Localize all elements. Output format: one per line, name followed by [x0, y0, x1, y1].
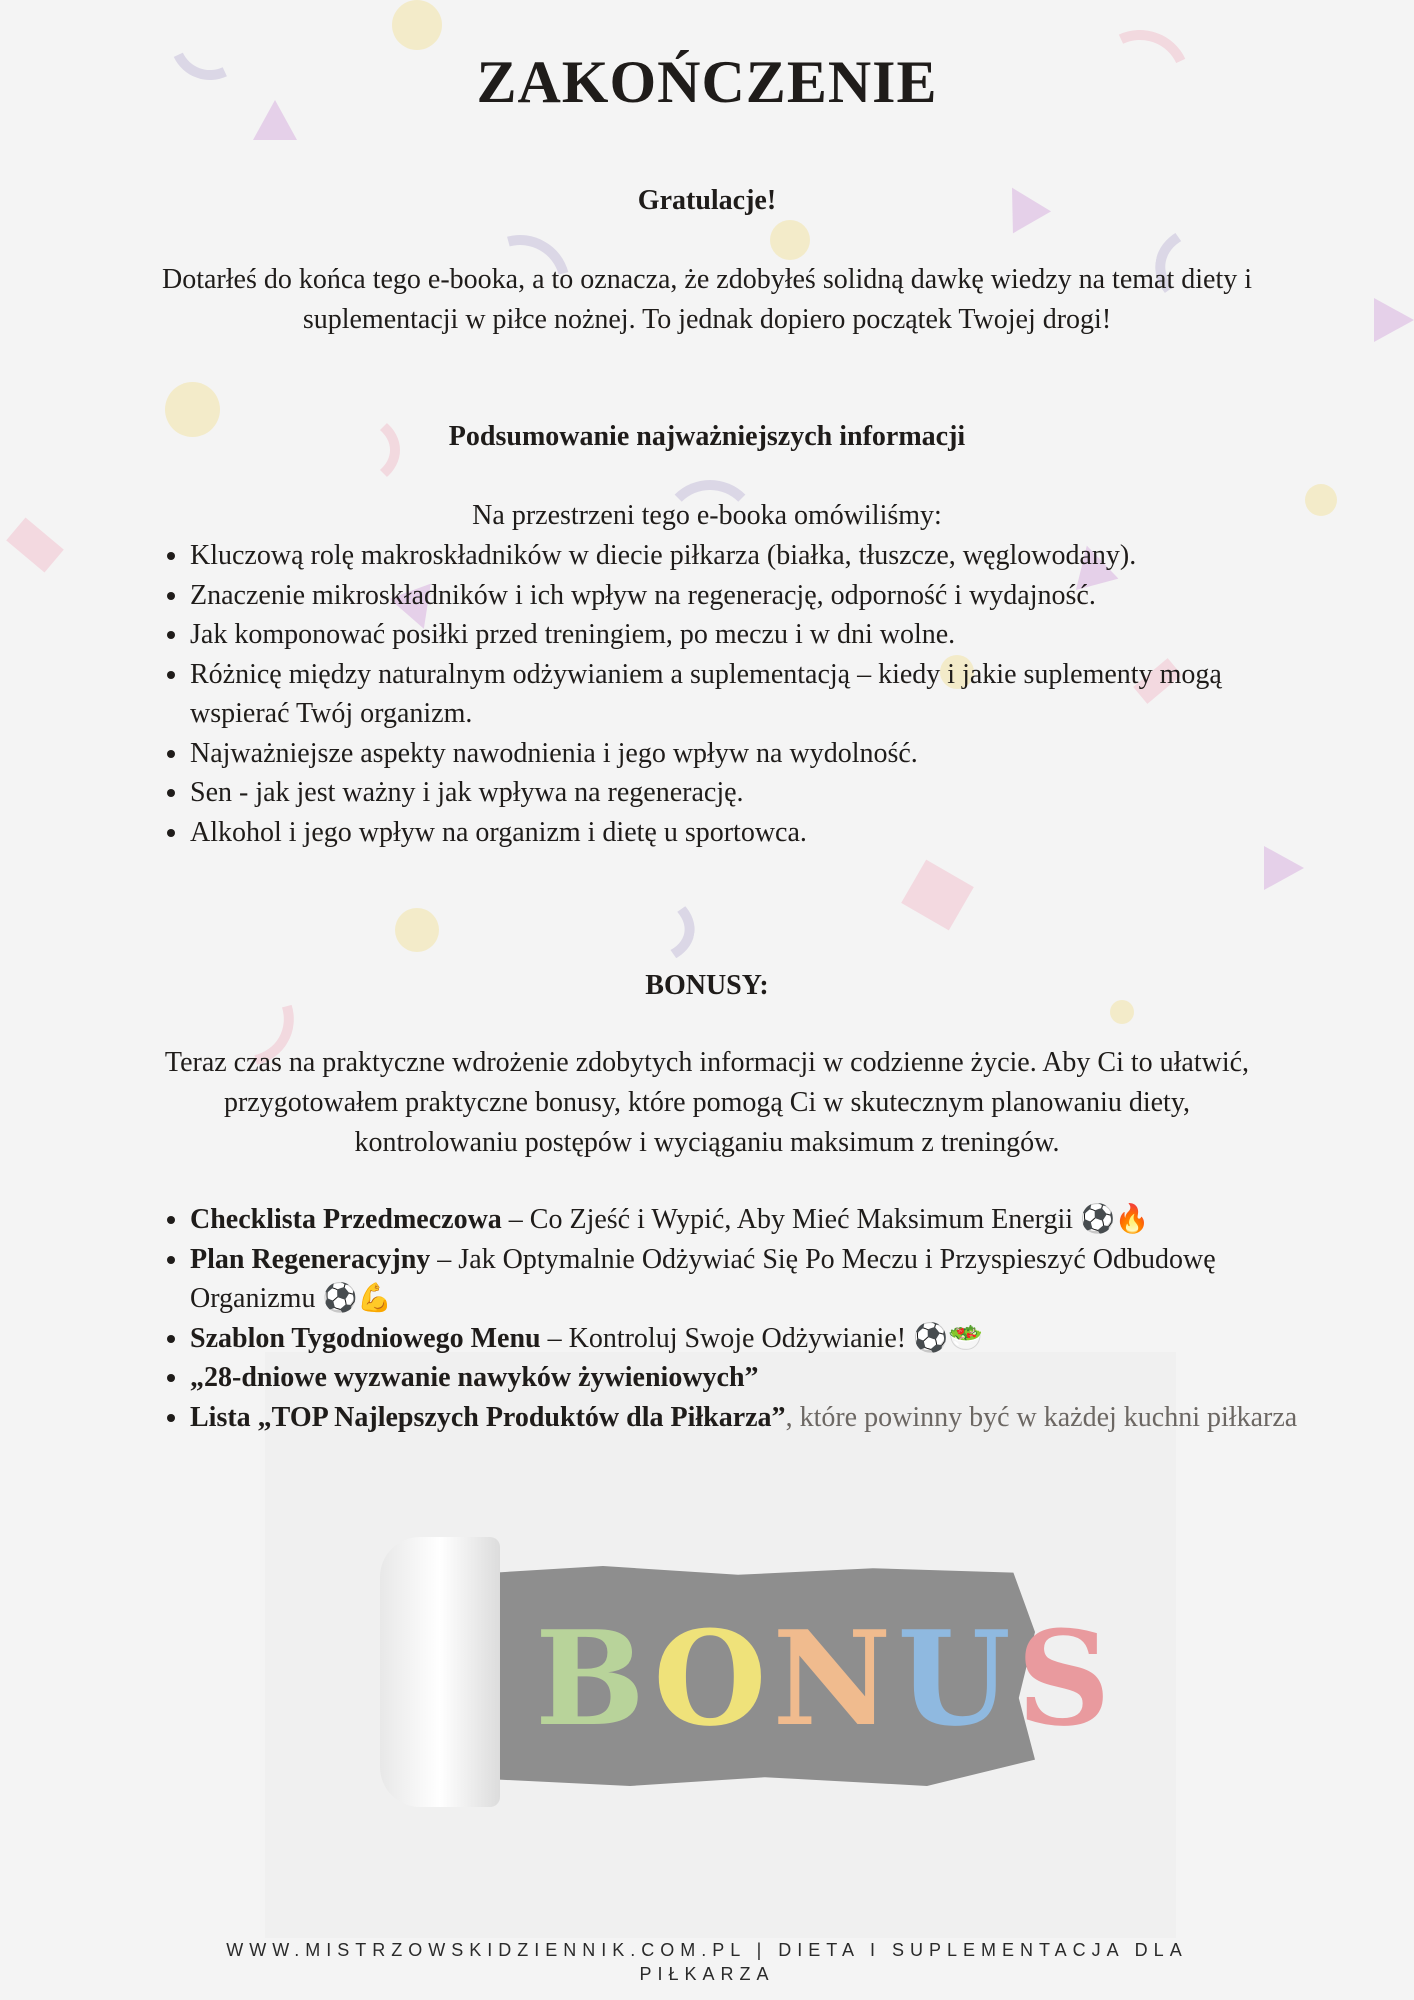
page-title: ZAKOŃCZENIE	[476, 49, 938, 115]
bonus-item-title: Plan Regeneracyjny	[190, 1243, 431, 1275]
confetti-dot	[392, 0, 442, 50]
confetti-triangle	[1264, 846, 1304, 890]
confetti-dot	[770, 220, 810, 260]
summary-item: • Alkohol i jego wpływ na organizm i dietę u sportowca.	[190, 813, 1300, 853]
bonus-item-title: „28-dniowe wyzwanie nawyków żywieniowych”	[190, 1362, 759, 1393]
bonus-item	[190, 1358, 1300, 1398]
confetti-rect	[6, 517, 64, 572]
summary-item: • Sen - jak jest ważny i jak wpływa na regenerację.	[190, 773, 1300, 813]
confetti-rect	[901, 860, 974, 931]
bonuses-list	[150, 1200, 1300, 1437]
summary-item: • Kluczową rolę makroskładników w diecie piłkarza (białka, tłuszcze, węglowodany).	[190, 536, 1300, 576]
summary-intro: Na przestrzeni tego e-booka omówiliśmy:	[472, 500, 942, 531]
bonus-item-desc: , które powinny być w każdej kuchni piłkarza	[785, 1401, 1298, 1433]
confetti-ribbon	[579, 876, 701, 974]
summary-item: • Najważniejsze aspekty nawodnienia i jego wpływ na wydolność.	[190, 734, 1300, 774]
bonuses-text: Teraz czas na praktyczne wdrożenie zdobytych informacji w codzienne życie. Aby Ci to ułatwić, przygotowałem praktyczne bonusy, które pomogą Ci w skutecznym planowaniu diety, kontrolowaniu postępów i wyciąganiu maksimum z treningów.	[164, 1047, 1250, 1158]
bonus-item-desc: – Co Zjeść i Wypić, Aby Mieć Maksimum Energii ⚽🔥	[501, 1204, 1150, 1235]
bonus-item-desc: – Kontroluj Swoje Odżywianie! ⚽🥗	[540, 1322, 983, 1354]
bonus-item-title: Lista „TOP Najlepszych Produktów dla Piłkarza”	[190, 1401, 786, 1433]
bonus-letters: BONUS	[535, 1602, 1117, 1755]
bonus-item	[190, 1319, 1300, 1359]
confetti-dot	[1305, 484, 1337, 516]
bonus-image	[265, 1352, 1176, 1938]
congrats-heading: Gratulacje!	[637, 185, 777, 216]
bonus-item-desc: – Jak Optymalnie Odżywiać Się Po Meczu i Przyspieszyć Odbudowę Organizmu ⚽💪	[190, 1243, 1216, 1314]
summary-heading: Podsumowanie najważniejszych informacji	[448, 421, 966, 452]
bonus-item	[190, 1398, 1300, 1438]
bonus-item-title: Szablon Tygodniowego Menu	[190, 1322, 541, 1354]
footer-text: WWW.MISTRZOWSKIDZIENNIK.COM.PL | DIETA I SUPLEMENTACJA DLA PIŁKARZA	[226, 1940, 1188, 1984]
summary-item: • Różnicę między naturalnym odżywianiem a suplementacją – kiedy i jakie suplementy mogą wspierać Twój organizm.	[190, 655, 1300, 734]
bonus-item-title: Checklista Przedmeczowa	[190, 1204, 502, 1235]
summary-item: • Znaczenie mikroskładników i ich wpływ na regenerację, odporność i wydajność.	[190, 576, 1300, 616]
confetti-dot	[395, 908, 439, 952]
bonus-item	[190, 1200, 1300, 1240]
bonus-item	[190, 1240, 1300, 1319]
summary-item: • Jak komponować posiłki przed treningiem, po meczu i w dni wolne.	[190, 615, 1300, 655]
bonuses-heading: BONUSY:	[645, 970, 769, 1001]
paper-curl	[380, 1537, 500, 1807]
confetti-triangle	[1374, 298, 1414, 342]
congrats-text: Dotarłeś do końca tego e-booka, a to oznacza, że zdobyłeś solidną dawkę wiedzy na temat diety i suplementacji w piłce nożnej. To jednak dopiero początek Twojej drogi!	[161, 264, 1253, 335]
summary-list	[150, 536, 1300, 852]
